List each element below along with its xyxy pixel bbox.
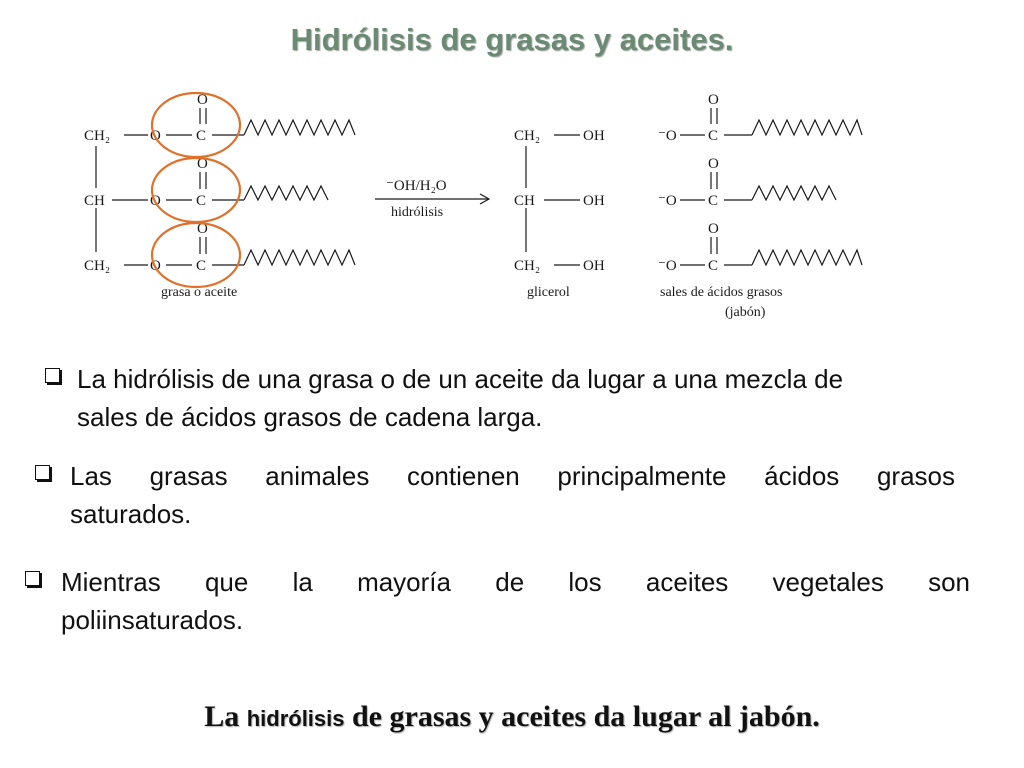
hydrolysis-reaction-diagram — [0, 0, 1024, 340]
ch2-top: CH₂ — [514, 128, 541, 144]
carboxylate-oxygen: ⁻O — [658, 128, 677, 144]
triglyceride-structure — [84, 92, 355, 300]
checkbox-bullet-icon — [25, 571, 40, 586]
bullet-animal-fats — [35, 457, 955, 533]
slide-title: Hidrólisis de grasas y aceites. — [290, 22, 734, 57]
checkbox-bullet-icon — [45, 368, 60, 383]
ester-oxygen: O — [150, 128, 161, 144]
ch2-top: CH₂ — [84, 128, 111, 144]
ester-oxygen: O — [150, 193, 161, 209]
reagent-label: ⁻OH/H₂O — [386, 178, 447, 194]
ch2-bottom: CH₂ — [84, 258, 111, 274]
ch-middle: CH — [514, 193, 535, 209]
process-label: hidrólisis — [391, 205, 444, 220]
carbonyl-oxygen: O — [708, 221, 719, 237]
conclusion-part: de grasas y aceites da lugar al jabón. — [344, 700, 820, 733]
carbonyl-oxygen: O — [708, 156, 719, 172]
carboxylate-oxygen: ⁻O — [658, 258, 677, 274]
bullet-vegetable-oils — [25, 563, 970, 639]
hydroxyl: OH — [583, 258, 605, 274]
carbonyl-oxygen: O — [197, 92, 208, 108]
hydroxyl: OH — [583, 193, 605, 209]
carbonyl-oxygen: O — [708, 92, 719, 108]
hydroxyl: OH — [583, 128, 605, 144]
soap-label-line2: (jabón) — [725, 305, 766, 320]
carboxylate-oxygen: ⁻O — [658, 193, 677, 209]
fat-label: grasa o aceite — [161, 285, 238, 300]
ch-middle: CH — [84, 193, 105, 209]
bullet-line: La hidrólisis de una grasa o de un aceite da lugar a una mezcla de — [77, 364, 844, 394]
checkbox-bullet-icon — [35, 465, 50, 480]
glycerol-label: glicerol — [527, 285, 570, 300]
soap-structure — [658, 92, 862, 320]
carbonyl-carbon: C — [708, 128, 719, 144]
carbonyl-oxygen: O — [197, 221, 208, 237]
bullet-line: sales de ácidos grasos de cadena larga. — [77, 402, 543, 432]
conclusion-part: hidrólisis — [246, 706, 345, 731]
carbonyl-carbon: C — [196, 128, 207, 144]
carbonyl-carbon: C — [196, 258, 207, 274]
ch2-bottom: CH₂ — [514, 258, 541, 274]
carbonyl-carbon: C — [708, 193, 719, 209]
ester-oxygen: O — [150, 258, 161, 274]
bullet-hydrolysis-mixture — [45, 360, 990, 436]
carbonyl-carbon: C — [708, 258, 719, 274]
bullet-line: poliinsaturados. — [61, 605, 244, 635]
carbonyl-carbon: C — [196, 193, 207, 209]
bullet-line: Las grasas animales contienen principalmente ácidos grasos — [70, 461, 955, 491]
conclusion-statement — [0, 700, 1024, 734]
glycerol-structure — [514, 128, 605, 300]
conclusion-part: La — [204, 700, 247, 733]
soap-label-line1: sales de ácidos grasos — [660, 285, 783, 300]
carbonyl-oxygen: O — [197, 156, 208, 172]
bullet-line: Mientras que la mayoría de los aceites vegetales son — [61, 567, 970, 597]
reaction-arrow — [375, 178, 489, 220]
bullet-line: saturados. — [70, 499, 192, 529]
